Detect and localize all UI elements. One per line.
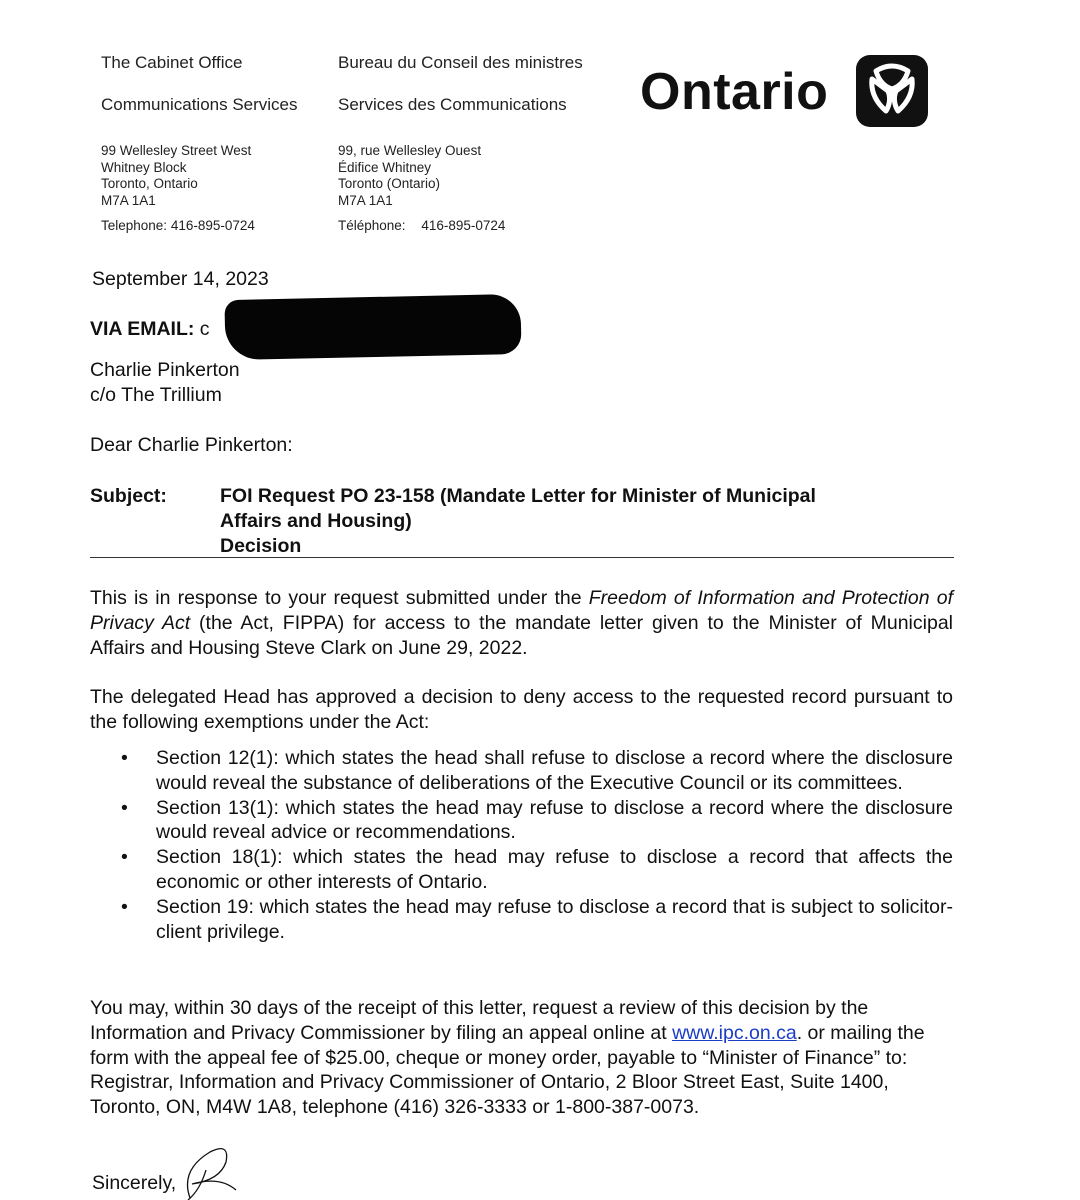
bullet-icon: • — [121, 796, 128, 819]
salutation: Dear Charlie Pinkerton: — [90, 434, 293, 456]
phone-en-label: Telephone: — [101, 218, 168, 233]
list-item — [90, 746, 953, 796]
subject-line: Decision — [220, 534, 302, 557]
paragraph-decision: The delegated Head has approved a decision to deny access to the requested record pursuant to the following exemptions under the Act: — [90, 686, 953, 733]
address-en-line: M7A 1A1 — [101, 192, 156, 208]
address-en-line: Toronto, Ontario — [101, 176, 198, 191]
header-unit-en: Communications Services — [101, 95, 298, 114]
subject-line: FOI Request PO 23-158 (Mandate Letter for Minister of Municipal — [220, 485, 816, 507]
list-item — [90, 845, 953, 895]
phone-fr — [338, 218, 505, 235]
recipient-name: Charlie Pinkerton — [90, 359, 240, 381]
trillium-icon — [856, 55, 928, 127]
header-dept-en: The Cabinet Office — [101, 53, 243, 72]
phone-fr-number: 416-895-0724 — [421, 218, 506, 233]
paragraph-appeal — [90, 996, 950, 1120]
header-unit-fr: Services des Communications — [338, 95, 567, 114]
subject-label: Subject: — [90, 485, 167, 507]
bullet-icon: • — [121, 747, 128, 769]
phone-en — [101, 218, 255, 235]
exemption-text: Section 18(1): which states the head may refuse to disclose a record that affects the economic or other interests of Ontario. — [156, 846, 953, 893]
ipc-link[interactable]: www.ipc.on.ca — [672, 1021, 797, 1044]
exemption-list — [90, 746, 953, 944]
recipient-org: c/o The Trillium — [90, 384, 222, 406]
p3-text-b: . or mailing the form with the appeal fee of $25.00, cheque or money order, payable to “Minister of Finance” to: Registrar, Information and Privacy Commissioner of Ontario, 2 Bloor Street East, Suite 1400, Toronto, ON, M4W 1A8, telephone (416) 326-3333 or 1-800-387-0073. — [90, 1021, 925, 1119]
address-fr-line: Toronto (Ontario) — [338, 176, 441, 191]
phone-fr-label: Téléphone: — [338, 218, 406, 233]
exemption-text: Section 19: which states the head may refuse to disclose a record that is subject to solicitor-client privilege. — [156, 895, 953, 943]
exemption-text: Section 13(1): which states the head may refuse to disclose a record where the disclosure would reveal advice or recommendations. — [156, 796, 953, 844]
via-email-label: VIA EMAIL: — [90, 318, 195, 340]
bullet-icon: • — [121, 846, 128, 869]
address-fr-line: 99, rue Wellesley Ouest — [338, 143, 482, 158]
subject-text — [220, 484, 920, 558]
paragraph-intro — [90, 586, 953, 660]
p1-text-b: (the Act, FIPPA) for access to the mandate letter given to the Minister of Municipal Affairs and Housing Steve Clark on June 29, 2022. — [90, 611, 953, 659]
signature-scribble — [150, 1140, 260, 1200]
address-en — [101, 143, 251, 209]
redaction-block — [224, 294, 521, 360]
subject-divider — [90, 557, 954, 558]
p1-text-a: This is in response to your request submitted under the — [90, 587, 589, 609]
phone-en-number: 416-895-0724 — [170, 218, 255, 233]
subject-line: Affairs and Housing) — [220, 509, 412, 532]
list-item — [90, 796, 953, 846]
header-dept-fr: Bureau du Conseil des ministres — [338, 53, 583, 72]
address-fr-line: Édifice Whitney — [338, 159, 432, 175]
address-en-line: 99 Wellesley Street West — [101, 143, 252, 158]
closing: Sincerely, — [92, 1172, 177, 1194]
list-item — [90, 895, 953, 945]
address-fr-line: M7A 1A1 — [338, 192, 393, 208]
p3-text-a: You may, within 30 days of the receipt of this letter, request a review of this decision by the Information and Privacy Commissioner by filing an appeal online at — [90, 997, 869, 1044]
via-email — [90, 317, 210, 342]
bullet-icon: • — [121, 895, 128, 918]
ontario-logo-word: Ontario — [640, 63, 829, 121]
act-title: Freedom of Information and Protection of Privacy Act — [90, 587, 953, 634]
exemption-text: Section 12(1): which states the head shall refuse to disclose a record where the disclosure would reveal the substance of deliberations of the Executive Council or its committees. — [156, 747, 953, 794]
via-email-partial: c — [199, 318, 210, 340]
address-en-line: Whitney Block — [101, 159, 187, 175]
address-fr — [338, 143, 481, 209]
letter-date: September 14, 2023 — [92, 268, 269, 290]
